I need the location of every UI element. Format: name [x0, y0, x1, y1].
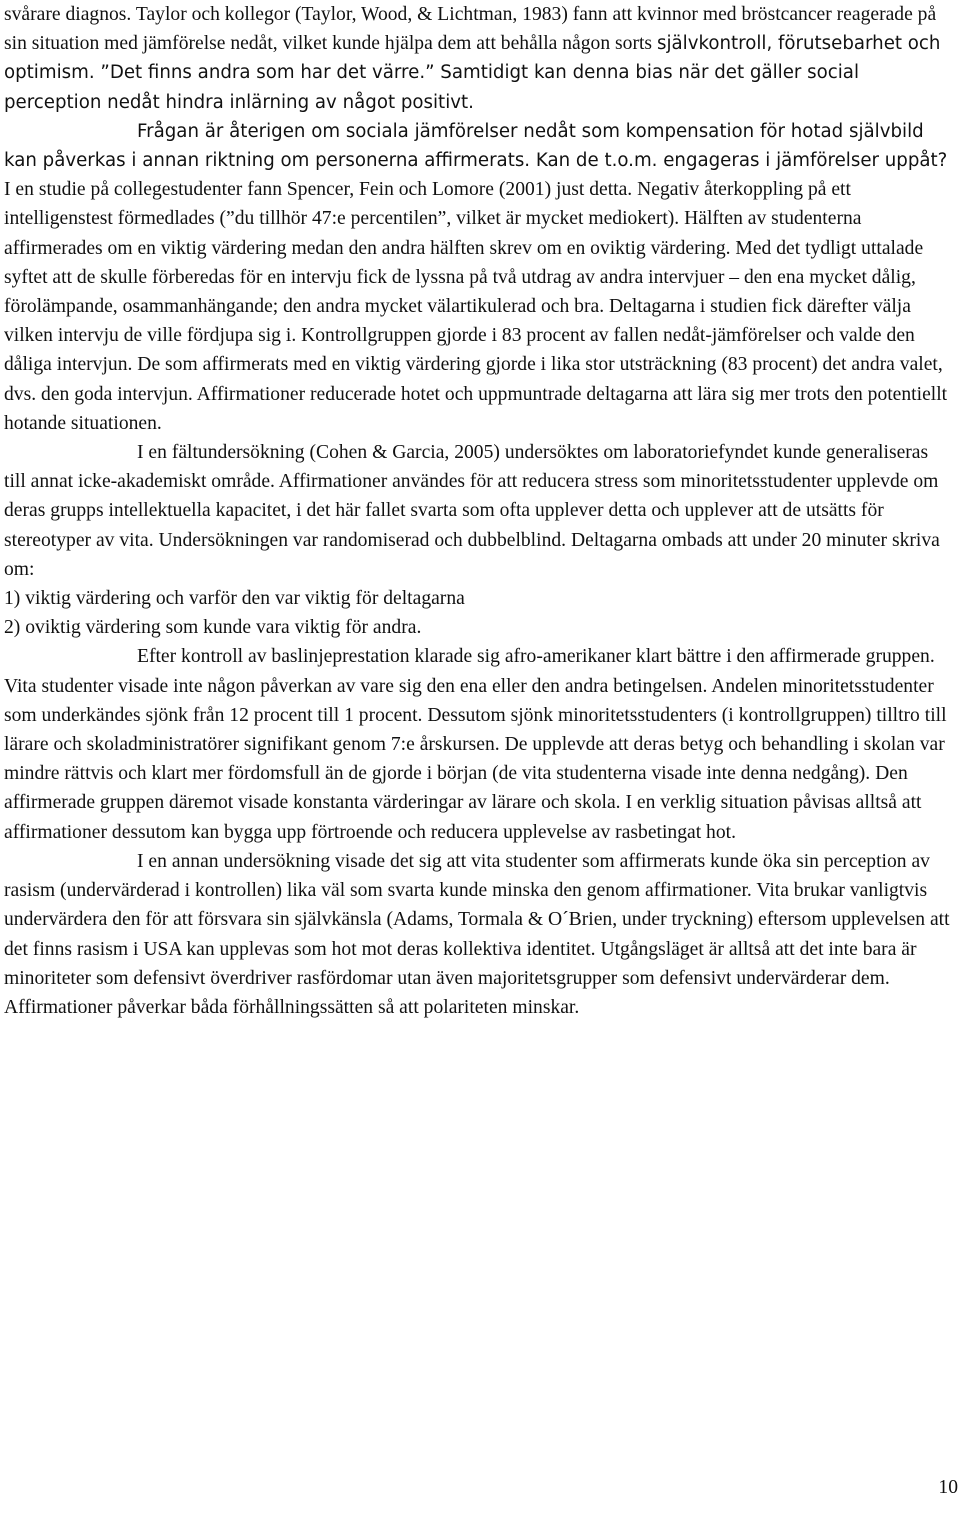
page-number: 10 — [938, 1477, 958, 1498]
paragraph-text: svårare diagnos. — [4, 4, 132, 25]
list-item: 1) viktig värdering och varför den var viktig för deltagarna — [4, 588, 465, 610]
paragraph-text: I en studie på collegestudenter fann Spencer, Fein och Lomore (2001) just detta. Negativ återkoppling på ett intelligenstest förmedlades (”du tillhör 47:e percentilen”, vilket är mycket mediokert). Hälften av studenterna affirmerades om en viktig värdering medan den andra hälften skrev om en oviktig värdering. Med det tydligt uttalade syftet att de skulle förberedas för en intervju fick de lyssna på två utdrag av andra intervjuer – den ena mycket dålig, förolämpande, osammanhängande; den andra mycket välartikulerad och bra. Deltagarna i studien fick därefter välja vilken intervju de ville fördjupa sig i. Kontrollgruppen gjorde i 83 procent av fallen nedåt-jämförelser och valde den dåliga intervjun. De som affirmerats med en viktig värdering gjorde i lika stor utsträckning (83 procent) det andra valet, dvs. den goda intervjun. Affirmationer reducerade hotet och uppmuntrade deltagarna att lära sig mer trots den potentiellt hotande situationen. — [4, 179, 948, 434]
document-page — [4, 0, 954, 1022]
paragraph: I en annan undersökning visade det sig att vita studenter som affirmerats kunde öka sin perception av rasism (undervärderad i kontrollen) lika väl som svarta kunde minska den genom affirmationer. Vita brukar vanligtvis undervärdera den för att försvara sin självkänsla (Adams, Tormala & O´Brien, under tryckning) eftersom upplevelsen att det finns rasism i USA kan upplevas som hot mot deras kollektiva identitet. Utgångsläget är alltså att det inte bara är minoriteter som defensivt överdriver rasfördomar utan även majoritetsgrupper som defensivt undervärderar dem. Affirmationer påverkar båda förhållningssätten så att polariteten minskar. — [4, 850, 950, 1018]
paragraph-text: ”Det finns andra som har det värre.” Samtidigt kan denna bias när det gäller social perception nedåt hindra inlärning av något positivt. — [4, 62, 860, 113]
paragraph-text: Taylor och kollegor (Taylor, Wood, & Lichtman, 1983) fann att kvinnor med bröstcancer reagerade på sin situation med jämförelse nedåt, vilket kunde hjälpa dem att behålla någon sorts — [4, 4, 937, 55]
list-item: 2) oviktig värdering som kunde vara viktig för andra. — [4, 617, 422, 639]
paragraph-text: Frågan är återigen om sociala jämförelser nedåt som kompensation för hotad självbild kan påverkas i annan riktning om personerna affirmerats. Kan de t.o.m. engageras i jämförelser uppåt? — [4, 120, 948, 172]
paragraph-text: I en fältundersökning (Cohen & Garcia, 2005) undersöktes om laboratoriefyndet kunde generaliseras till annat icke-akademiskt område. Affirmationer användes för att reducera stress som minoritetsstudenter upplevde om deras grupps intellektuella kapacitet, i det här fallet svarta som ofta upplever detta och upplever att de utsätts för stereotyper av vita. Undersökningen var randomiserad och dubbelblind. Deltagarna ombads att under 20 minuter skriva om: — [4, 442, 940, 580]
paragraph: Efter kontroll av baslinjeprestation klarade sig afro-amerikaner klart bättre i den affirmerade gruppen. Vita studenter visade inte någon påverkan av vare sig den ena eller den andra betingelsen. Andelen minoritetsstudenter som underkändes sjönk från 12 procent till 1 procent. Dessutom sjönk minoritetsstudenters (i kontrollgruppen) tilltro till lärare och skoladministratörer signifikant genom 7:e årskursen. De upplevde att deras betyg och behandling i skolan var mindre rättvis och klart mer fördomsfull än de gjorde i början (de vita studenterna visade inte denna nedgång). Den affirmerade gruppen däremot visade konstanta värderingar av lärare och skola. I en verklig situation påvisas alltså att affirmationer dessutom kan bygga upp förtroende och reducera upplevelse av rasbetingat hot. — [4, 646, 947, 843]
paragraph — [4, 117, 954, 438]
paragraph — [4, 0, 954, 117]
paragraph — [4, 438, 954, 584]
paragraph-text: självkontroll, förutsebarhet och optimism. — [4, 33, 941, 84]
